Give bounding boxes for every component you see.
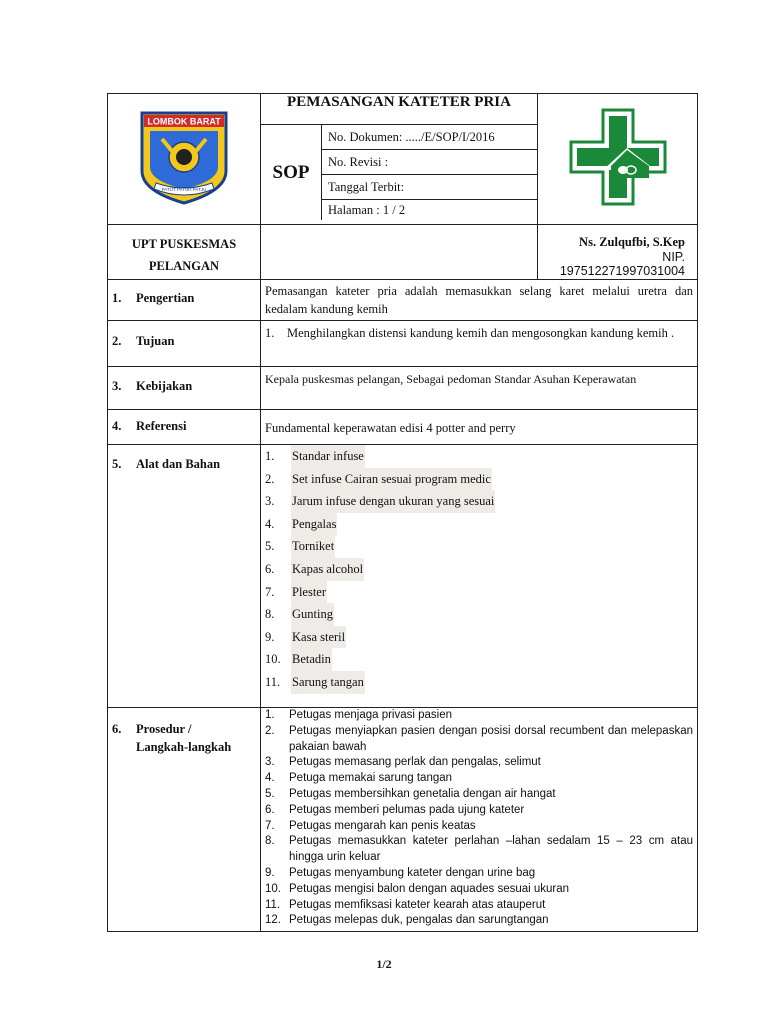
sop-label: SOP: [261, 125, 322, 220]
list-item-number: 5.: [265, 787, 275, 800]
list-item: [265, 535, 693, 558]
list-item: [265, 708, 693, 724]
page-count: Halaman : 1 / 2: [328, 203, 406, 217]
list-item-number: 10.: [265, 882, 281, 895]
list-item-number: 8.: [265, 835, 275, 848]
section-row-prosedur: [108, 708, 698, 932]
section-number: 6.: [112, 722, 122, 736]
section-title: Kebijakan: [136, 379, 193, 393]
list-item: [265, 834, 693, 866]
list-item-number: 2.: [265, 724, 275, 737]
list-item-text: Petugas menyambung kateter dengan urine bag: [289, 866, 536, 879]
section-title: Pengertian: [136, 291, 195, 305]
list-item: [265, 603, 693, 626]
meta-list: [322, 125, 537, 220]
list-item: [265, 626, 693, 649]
section-title: Referensi: [136, 419, 187, 433]
list-item-text: Petugas mengarah kan penis keatas: [289, 819, 476, 832]
list-item: [265, 671, 693, 694]
list-item-text: Betadin: [291, 648, 332, 671]
section-label-referensi: [108, 410, 261, 445]
section-label-kebijakan: [108, 367, 261, 410]
title-block: [261, 94, 538, 225]
list-item-text: Sarung tangan: [291, 671, 365, 694]
blank-cell: [261, 225, 538, 280]
list-item-number: 5.: [265, 539, 275, 554]
list-item-number: 2.: [265, 471, 275, 486]
list-item-text: Gunting: [291, 603, 334, 626]
section-title: Tujuan: [136, 334, 175, 348]
list-item-text: Petugas membersihkan genetalia dengan air hangat: [289, 787, 556, 800]
list-item-text: Petugas memasukkan kateter perlahan –lahan sedalam 15 – 23 cm atau hingga urin keluar: [289, 835, 693, 864]
page-number: 1/2: [376, 957, 392, 971]
section-content-prosedur: [261, 708, 698, 932]
list-item-text: Petugas menyiapkan pasien dengan posisi dorsal recumbent dan melepaskan pakaian bawah: [289, 724, 693, 753]
list-item: [265, 558, 693, 581]
signatory-cell: [538, 225, 698, 280]
unit-cell: [108, 225, 261, 280]
section-title-line2: Langkah-langkah: [136, 740, 232, 754]
section-row-kebijakan: [108, 367, 698, 410]
section-label-pengertian: [108, 280, 261, 321]
region-logo-cell: [108, 94, 261, 225]
list-item: [265, 913, 693, 929]
list-item: [265, 724, 693, 756]
list-item: [265, 866, 693, 882]
section-number: 1.: [112, 291, 122, 305]
list-item-text: Torniket: [291, 535, 335, 558]
list-item-number: 6.: [265, 803, 275, 816]
puskesmas-cross-logo-icon: [569, 108, 667, 206]
revision-number: No. Revisi :: [322, 150, 537, 175]
section-number: 3.: [112, 379, 122, 393]
list-item-text: Standar infuse: [291, 445, 365, 468]
section-label-alat-dan-bahan: [108, 445, 261, 708]
section-content-pengertian: Pemasangan kateter pria adalah memasukkan selang karet melalui uretra dan kedalam kandung kemih: [261, 280, 698, 321]
section-title: Alat dan Bahan: [136, 457, 221, 471]
list-item-text: Petugas memberi pelumas pada ujung kateter: [289, 803, 525, 816]
section-content-alat-dan-bahan: [261, 445, 698, 708]
list-item-text: Set infuse Cairan sesuai program medic: [291, 468, 492, 491]
signatory-name: Ns. Zulqufbi, S.Kep: [579, 235, 685, 249]
list-item: [265, 648, 693, 671]
list-item: [265, 513, 693, 536]
document-number: No. Dokumen: ...../E/SOP/I/2016: [322, 125, 537, 150]
list-item-number: 3.: [265, 756, 275, 769]
document-title: PEMASANGAN KATETER PRIA: [261, 94, 537, 125]
list-item: [265, 445, 693, 468]
document-meta: [261, 125, 537, 220]
list-item-text: Petuga memakai sarung tangan: [289, 772, 453, 785]
list-item-number: 11.: [265, 898, 281, 911]
list-item-text: Kasa steril: [291, 626, 346, 649]
publish-date: Tanggal Terbit:: [322, 175, 537, 200]
list-item-number: 10.: [265, 652, 281, 667]
list-item-number: 9.: [265, 866, 275, 879]
list-item: [265, 882, 693, 898]
list-item: [265, 468, 693, 491]
list-item-text: Petugas memasang perlak dan pengalas, selimut: [289, 756, 541, 769]
section-label-tujuan: [108, 321, 261, 367]
list-item-number: 4.: [265, 772, 275, 785]
section-content-kebijakan: Kepala puskesmas pelangan, Sebagai pedoman Standar Asuhan Keperawatan: [261, 367, 698, 410]
list-item-text: Jarum infuse dengan ukuran yang sesuai: [291, 490, 495, 513]
list-item: [265, 787, 693, 803]
list-item-number: 11.: [265, 674, 281, 689]
section-number: 4.: [112, 419, 122, 433]
list-item-text: Menghilangkan distensi kandung kemih dan mengosongkan kandung kemih .: [287, 326, 675, 340]
list-item-number: 7.: [265, 584, 275, 599]
region-logo-ribbon-text: PATUT PATUH PATJU: [161, 187, 207, 192]
unit-name-line1: UPT PUSKESMAS: [131, 237, 237, 251]
list-item-number: 12.: [265, 914, 281, 927]
section-row-alat-dan-bahan: [108, 445, 698, 708]
section-number: 2.: [112, 334, 122, 348]
list-item: [265, 819, 693, 835]
section-number: 5.: [112, 457, 122, 471]
section-label-wrap: [112, 720, 254, 756]
list-item-text: Plester: [291, 581, 327, 604]
list-item-number: 3.: [265, 494, 275, 509]
list-item: [265, 581, 693, 604]
list-item-text: Petugas melepas duk, pengalas dan sarungtangan: [289, 914, 549, 927]
list-item-number: 4.: [265, 516, 275, 531]
list-item-number: 1.: [265, 326, 275, 340]
list-item: [265, 803, 693, 819]
list-item: [265, 490, 693, 513]
list-item-text: Petugas memfiksasi kateter kearah atas atauperut: [289, 898, 546, 911]
section-content-referensi: Fundamental keperawatan edisi 4 potter and perry: [261, 410, 698, 445]
list-item-text: Kapas alcohol: [291, 558, 364, 581]
signatory-nip: NIP. 197512271997031004: [559, 250, 685, 278]
list-item: [265, 755, 693, 771]
list-item: [265, 323, 693, 344]
list-item-text: Pengalas: [291, 513, 337, 536]
list-item-text: Petugas menjaga privasi pasien: [289, 709, 453, 721]
list-item: [265, 771, 693, 787]
list-item-number: 1.: [265, 709, 275, 721]
section-row-referensi: [108, 410, 698, 445]
health-logo-cell: [538, 94, 698, 225]
region-logo-banner-text: LOMBOK BARAT: [147, 116, 221, 127]
section-content-tujuan: [261, 321, 698, 367]
sop-document-table: [107, 93, 698, 932]
list-item-number: 9.: [265, 629, 275, 644]
section-title-line1: Prosedur /: [136, 722, 192, 736]
section-label-prosedur: [108, 708, 261, 932]
list-item-number: 7.: [265, 819, 275, 832]
section-row-pengertian: [108, 280, 698, 321]
list-item: [265, 898, 693, 914]
unit-name-line2: PELANGAN: [148, 259, 220, 273]
lombok-barat-emblem-icon: [138, 109, 230, 205]
list-item-text: Petugas mengisi balon dengan aquades sesuai ukuran: [289, 882, 570, 895]
section-row-tujuan: [108, 321, 698, 367]
list-item-number: 6.: [265, 561, 275, 576]
list-item-number: 8.: [265, 607, 275, 622]
list-item-number: 1.: [265, 449, 275, 463]
